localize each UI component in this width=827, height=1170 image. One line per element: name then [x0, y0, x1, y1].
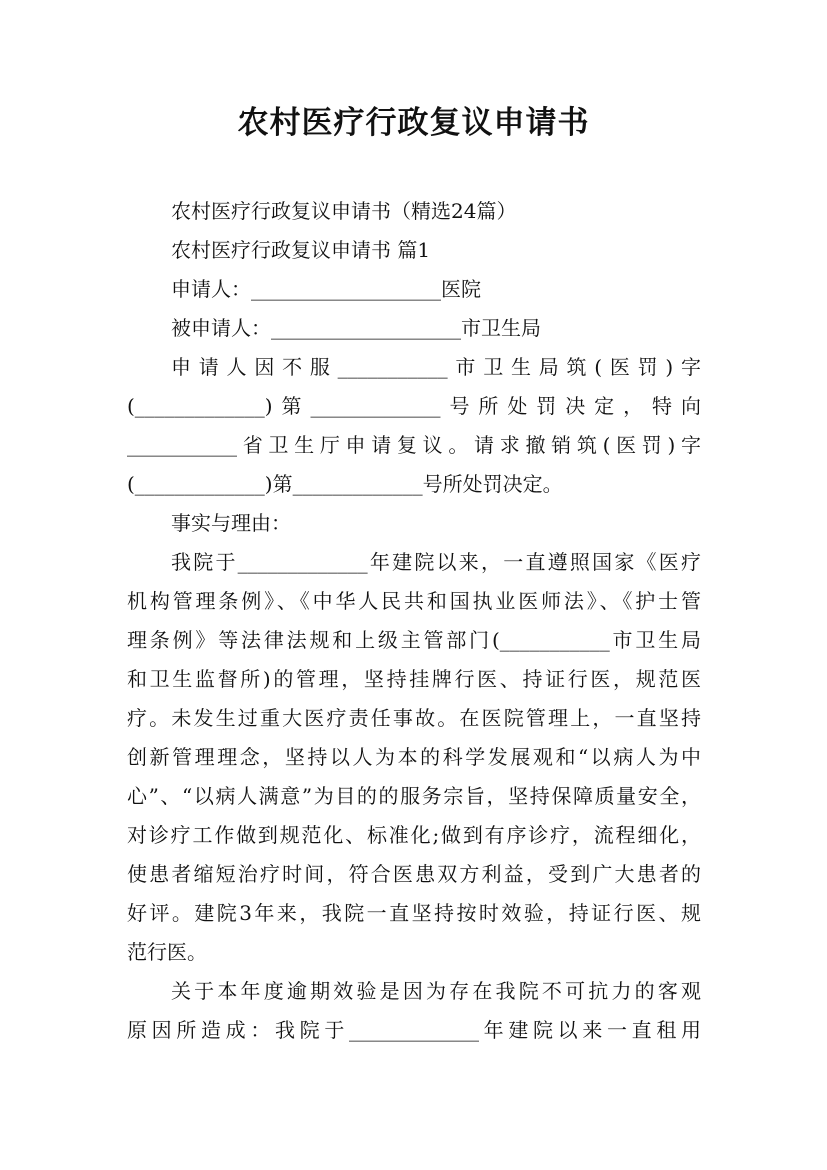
- body-line: 使患者缩短治疗时间，符合医患双方利益，受到广大患者的: [127, 862, 701, 886]
- body-line: ___________省卫生厅申请复议。请求撤销筑(医罚)字: [127, 433, 701, 457]
- body-line: 关于本年度逾期效验是因为存在我院不可抗力的客观: [171, 979, 701, 1003]
- applicant-line: 申请人：___________________医院: [171, 277, 481, 301]
- body-line: 疗。未发生过重大医疗责任事故。在医院管理上，一直坚持: [127, 706, 701, 730]
- respondent-line: 被申请人：___________________市卫生局: [171, 316, 541, 340]
- body-line: 我院于_____________年建院以来，一直遵照国家《医疗: [171, 550, 701, 574]
- body-line: 申请人因不服___________市卫生局筑(医罚)字: [171, 355, 701, 379]
- body-line: 和卫生监督所)的管理，坚持挂牌行医、持证行医，规范医: [127, 667, 701, 691]
- body-line: (_____________)第_____________号所处罚决定。: [127, 472, 563, 496]
- body-line: 心”、“以病人满意”为目的的服务宗旨，坚持保障质量安全，: [127, 784, 701, 808]
- document-title: 农村医疗行政复议申请书: [237, 105, 590, 141]
- body-line: 范行医。: [127, 940, 207, 964]
- body-line: 对诊疗工作做到规范化、标准化;做到有序诊疗，流程细化，: [127, 823, 701, 847]
- body-line: 原因所造成：我院于_____________年建院以来一直租用: [127, 1018, 701, 1042]
- document-body: [127, 192, 701, 1050]
- body-line: 理条例》等法律法规和上级主管部门(___________市卫生局: [127, 628, 701, 652]
- body-line: 好评。建院3年来，我院一直坚持按时效验，持证行医、规: [127, 901, 701, 925]
- body-line: 创新管理理念，坚持以人为本的科学发展观和“以病人为中: [127, 745, 701, 769]
- section-heading: 农村医疗行政复议申请书 篇1: [171, 238, 431, 262]
- facts-heading: 事实与理由：: [171, 511, 291, 535]
- subtitle-line: 农村医疗行政复议申请书（精选24篇）: [171, 199, 517, 223]
- body-line: 机构管理条例》、《中华人民共和国执业医师法》、《护士管: [127, 589, 701, 613]
- body-line: (_____________)第_____________号所处罚决定，特向: [127, 394, 701, 418]
